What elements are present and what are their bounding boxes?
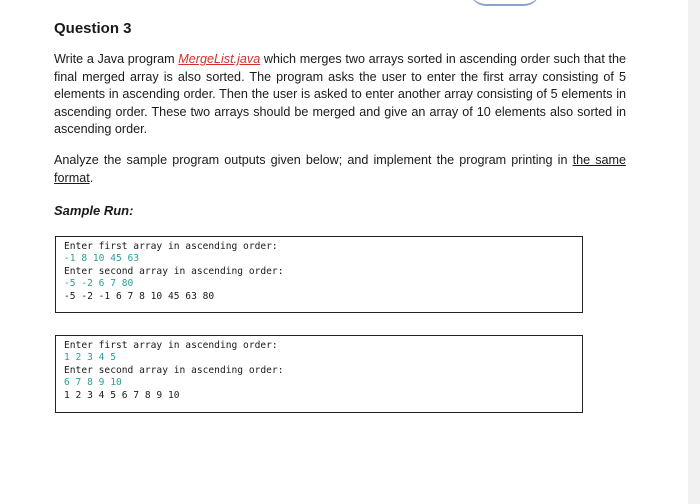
- page-edge: [688, 0, 700, 504]
- same-format-emphasis: the same format: [54, 153, 626, 185]
- console-user-input: 1 2 3 4 5: [64, 352, 116, 364]
- question-description: [54, 51, 626, 139]
- console-merged-output: -5 -2 -1 6 7 8 10 45 63 80: [64, 290, 215, 302]
- console-output-box: [55, 236, 583, 313]
- console-prompt-second: Enter second array in ascending order:: [64, 265, 284, 277]
- decorative-arc: [470, 0, 540, 6]
- console-prompt-first: Enter first array in ascending order:: [64, 340, 278, 351]
- console-output-box: [55, 335, 583, 413]
- instruction-period: .: [89, 170, 94, 185]
- console-prompt-second: Enter second array in ascending order:: [64, 364, 284, 376]
- console-user-input: 6 7 8 9 10: [64, 377, 122, 389]
- question-title: Question 3: [54, 20, 132, 37]
- instruction-text: Analyze the sample program outputs given below; and implement the program printing in: [54, 153, 573, 167]
- description-text-start: Write a Java program: [54, 52, 179, 66]
- console-prompt-first: Enter first array in ascending order:: [64, 241, 278, 252]
- console-merged-output: 1 2 3 4 5 6 7 8 9 10: [64, 389, 180, 401]
- filename-link[interactable]: MergeList.java: [178, 52, 261, 66]
- instruction-paragraph: [54, 152, 626, 187]
- description-text-end: which merges two arrays sorted in ascending order such that the final merged array is also sorted. The program asks the user to enter the first array consisting of 5 elements in ascending order. Then the user is asked to enter another array consisting of 5 elements in ascending order. These two arrays should be merged and give an array of 10 elements also sorted in ascending order.: [54, 52, 626, 136]
- console-user-input: -1 8 10 45 63: [64, 253, 140, 265]
- console-user-input: -5 -2 6 7 80: [64, 278, 134, 290]
- sample-run-heading: Sample Run:: [54, 203, 134, 218]
